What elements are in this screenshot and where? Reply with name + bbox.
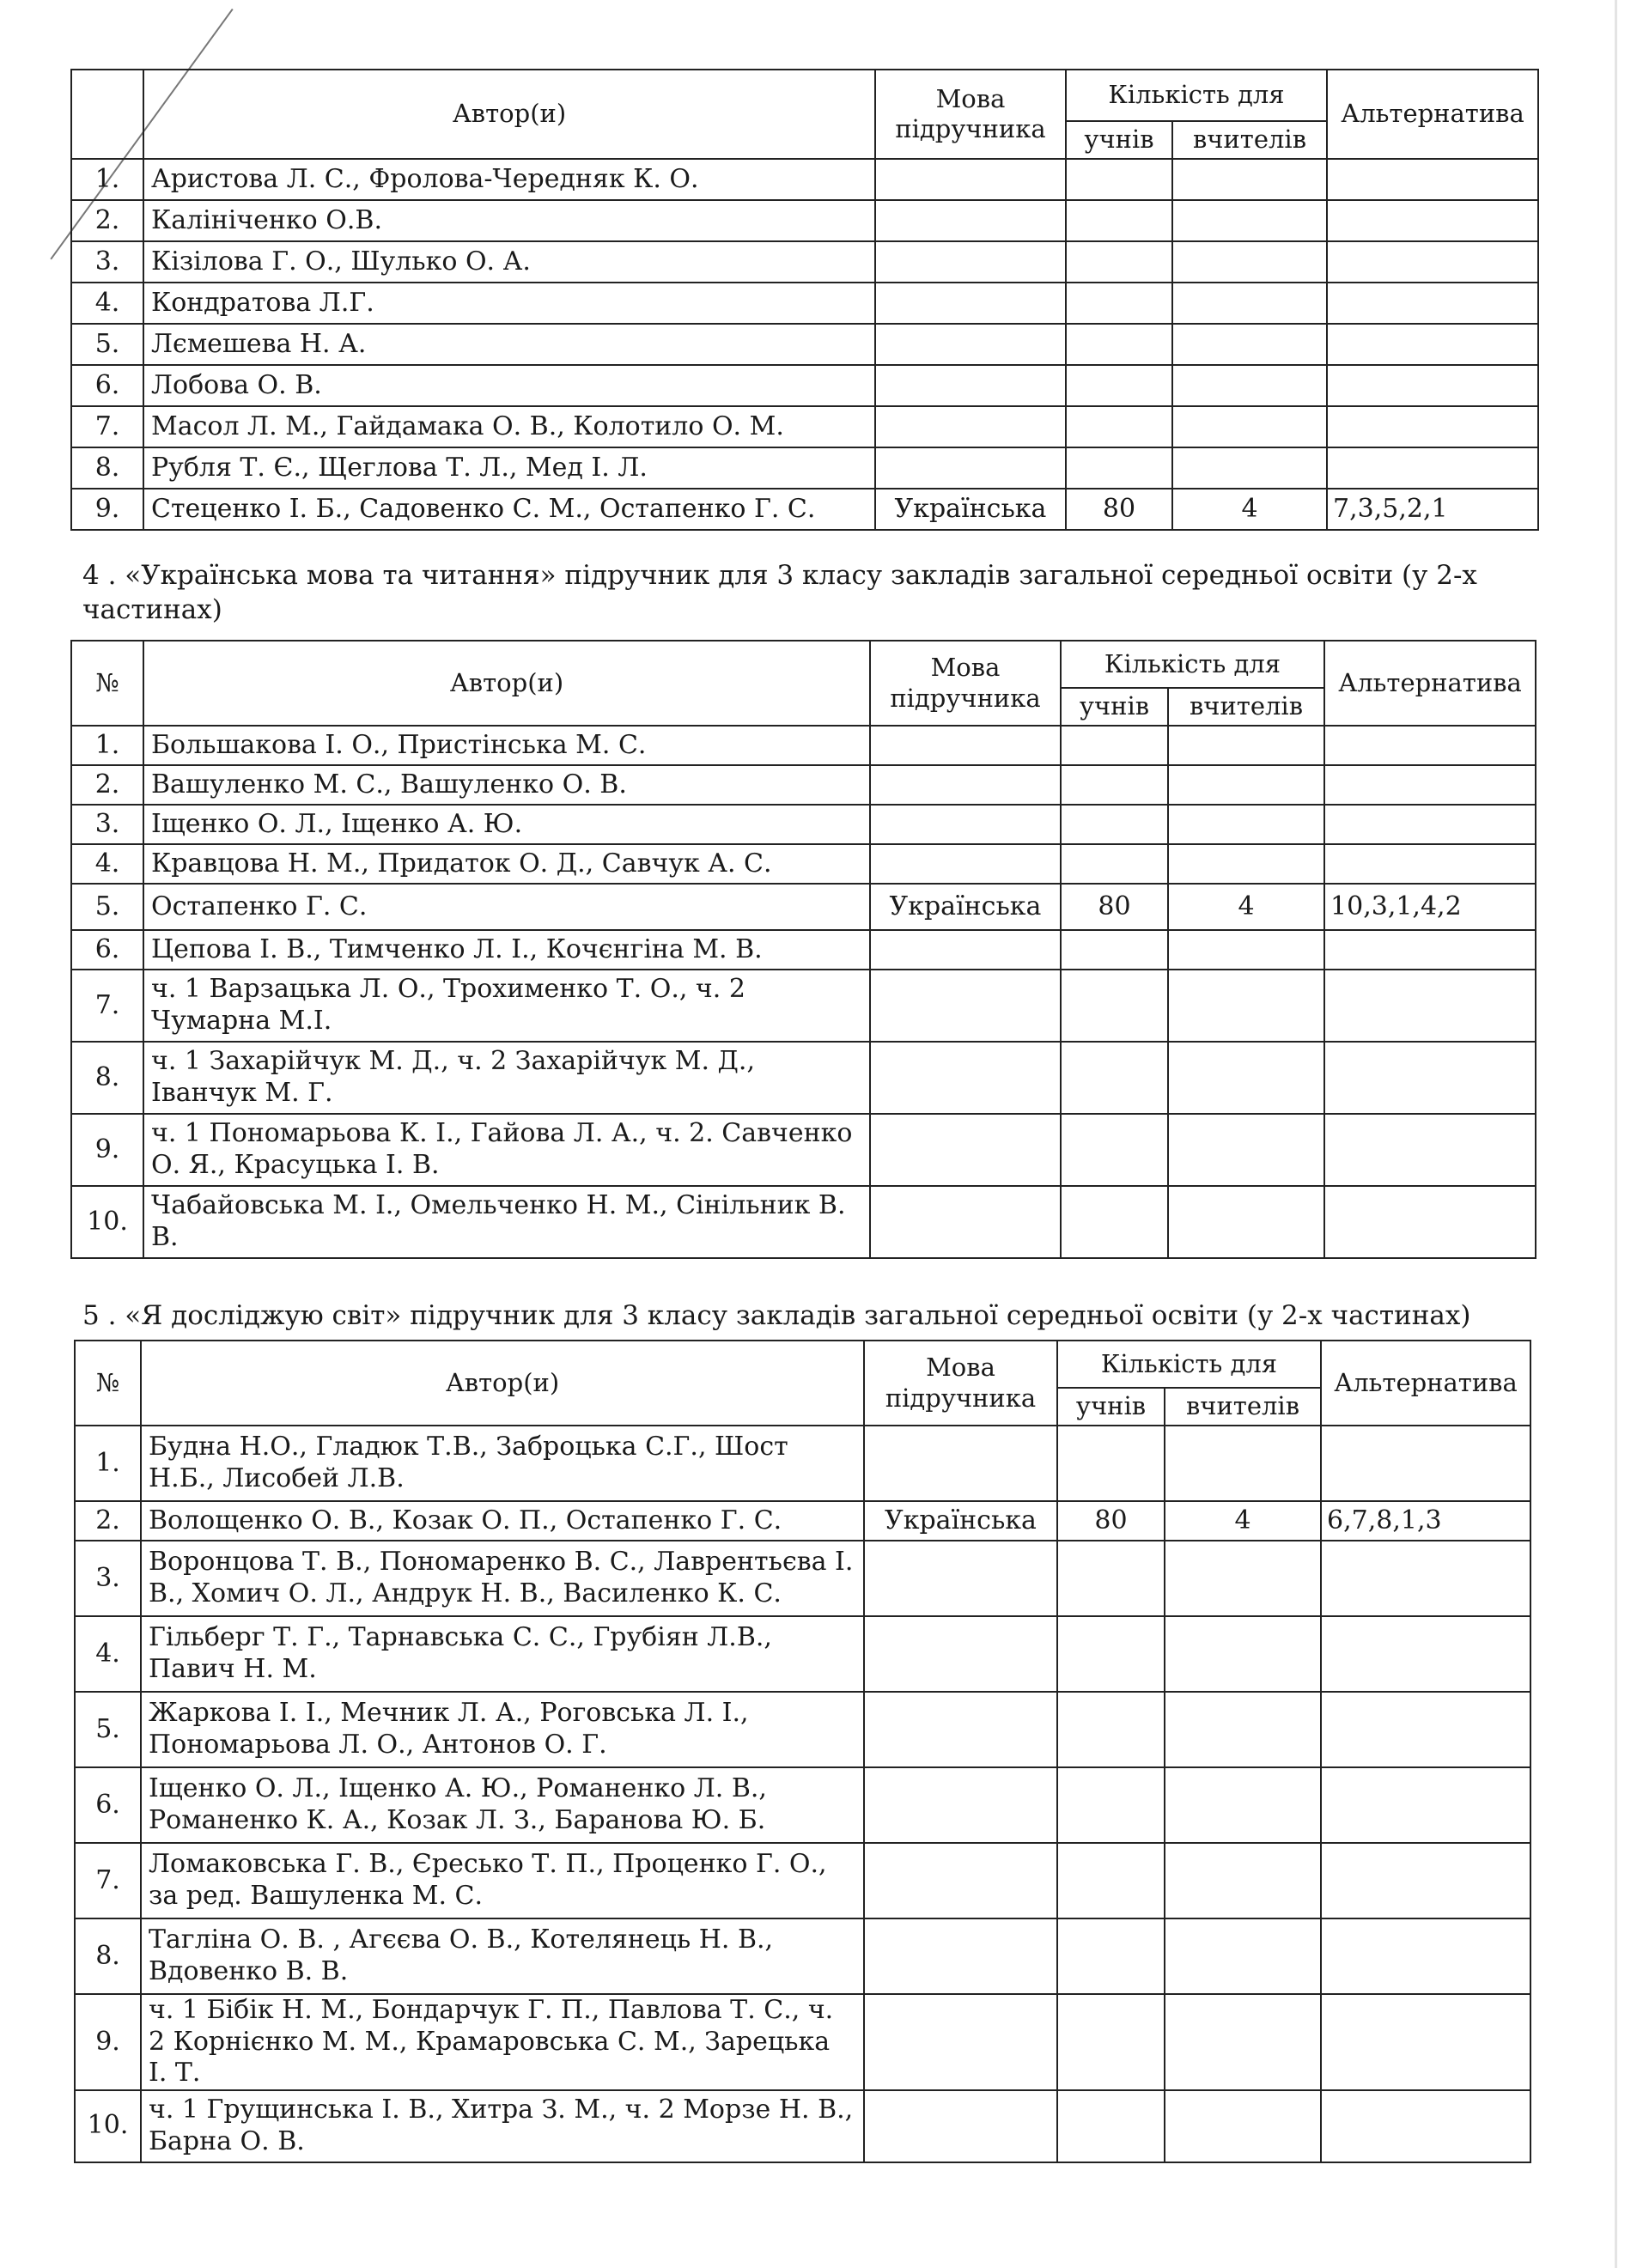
students-count-cell <box>1057 1918 1165 1994</box>
teachers-count-cell: 4 <box>1165 1501 1321 1541</box>
author-cell: ч. 1 Захарійчук М. Д., ч. 2 Захарійчук М. Д., Іванчук М. Г. <box>143 1042 870 1114</box>
language-cell <box>875 200 1066 241</box>
table-row <box>75 1918 1530 1994</box>
header-lang: Мова підручника <box>864 1341 1057 1426</box>
author-cell: Іщенко О. Л., Іщенко А. Ю., Романенко Л. В., Романенко К. А., Козак Л. З., Баранова Ю. Б. <box>141 1767 864 1843</box>
teachers-count-cell <box>1165 1692 1321 1767</box>
row-number: 6. <box>71 365 143 406</box>
language-cell <box>875 159 1066 200</box>
students-count-cell <box>1061 805 1168 844</box>
row-number: 9. <box>71 1114 143 1186</box>
teachers-count-cell <box>1165 1994 1321 2090</box>
students-count-cell <box>1066 447 1172 489</box>
author-cell: Кондратова Л.Г. <box>143 283 875 324</box>
language-cell <box>875 365 1066 406</box>
author-cell: Кравцова Н. М., Придаток О. Д., Савчук А. С. <box>143 844 870 884</box>
language-cell <box>875 241 1066 283</box>
author-cell: ч. 1 Бібік Н. М., Бондарчук Г. П., Павлова Т. С., ч. 2 Корнієнко М. М., Крамаровська С. М., Зарецька І. Т. <box>141 1994 864 2090</box>
teachers-count-cell <box>1168 1186 1324 1258</box>
header-alt: Альтернатива <box>1321 1341 1530 1426</box>
students-count-cell <box>1061 1186 1168 1258</box>
row-number: 10. <box>75 2090 141 2162</box>
teachers-count-cell <box>1165 1426 1321 1501</box>
row-number: 4. <box>71 844 143 884</box>
table-row <box>71 884 1536 930</box>
header-teachers: вчителів <box>1165 1388 1321 1426</box>
students-count-cell <box>1066 365 1172 406</box>
teachers-count-cell <box>1165 1541 1321 1616</box>
teachers-count-cell <box>1172 200 1327 241</box>
author-cell: Таглiна О. В. , Агєєва О. В., Котелянець Н. В., Вдовенко В. В. <box>141 1918 864 1994</box>
table-row <box>75 1692 1530 1767</box>
table-row <box>75 1994 1530 2090</box>
table-row <box>71 283 1538 324</box>
alternative-cell <box>1324 970 1536 1042</box>
author-cell: ч. 1 Пономарьова К. І., Гайова Л. А., ч. 2. Савченко О. Я., Красуцька І. В. <box>143 1114 870 1186</box>
students-count-cell <box>1066 283 1172 324</box>
language-cell <box>870 1042 1061 1114</box>
teachers-count-cell: 4 <box>1168 884 1324 930</box>
row-number: 10. <box>71 1186 143 1258</box>
author-cell: Лємешева Н. А. <box>143 324 875 365</box>
textbook-table-continued <box>70 69 1539 531</box>
teachers-count-cell <box>1168 726 1324 765</box>
alternative-cell <box>1321 1918 1530 1994</box>
teachers-count-cell <box>1172 283 1327 324</box>
language-cell <box>870 726 1061 765</box>
author-cell: ч. 1 Грущинська І. В., Хитра З. М., ч. 2 Морзе Н. В., Барна О. В. <box>141 2090 864 2162</box>
alternative-cell <box>1321 1843 1530 1918</box>
teachers-count-cell <box>1168 930 1324 970</box>
table-row <box>71 447 1538 489</box>
language-cell <box>870 970 1061 1042</box>
author-cell: Вашуленко М. С., Вашуленко О. В. <box>143 765 870 805</box>
row-number: 8. <box>71 1042 143 1114</box>
language-cell <box>864 1767 1057 1843</box>
language-cell: Українська <box>875 489 1066 530</box>
language-cell <box>870 930 1061 970</box>
table-row <box>71 765 1536 805</box>
author-cell: Стеценко І. Б., Садовенко С. М., Остапенко Г. С. <box>143 489 875 530</box>
language-cell <box>875 406 1066 447</box>
alternative-cell <box>1327 241 1538 283</box>
language-cell: Українська <box>864 1501 1057 1541</box>
row-number: 3. <box>75 1541 141 1616</box>
row-number: 1. <box>71 726 143 765</box>
author-cell: Ломаковська Г. В., Єресько Т. П., Проценко Г. О., за ред. Вашуленка М. С. <box>141 1843 864 1918</box>
header-author: Автор(и) <box>143 70 875 159</box>
table-row <box>71 970 1536 1042</box>
row-number: 3. <box>71 805 143 844</box>
table-row <box>71 844 1536 884</box>
alternative-cell <box>1321 2090 1530 2162</box>
students-count-cell <box>1066 324 1172 365</box>
teachers-count-cell <box>1165 1767 1321 1843</box>
students-count-cell <box>1057 1767 1165 1843</box>
students-count-cell <box>1066 406 1172 447</box>
row-number: 9. <box>75 1994 141 2090</box>
students-count-cell <box>1061 1042 1168 1114</box>
author-cell: ч. 1 Варзацька Л. О., Трохименко Т. О., ч. 2 Чумарна М.І. <box>143 970 870 1042</box>
author-cell: Волощенко О. В., Козак О. П., Остапенко Г. С. <box>141 1501 864 1541</box>
section-4-title: 4 . «Українська мова та читання» підручник для 3 класу закладів загальної середньої освіти (у 2-х частинах) <box>82 560 1477 626</box>
author-cell: Лобова О. В. <box>143 365 875 406</box>
students-count-cell <box>1057 1692 1165 1767</box>
alternative-cell <box>1327 365 1538 406</box>
teachers-count-cell: 4 <box>1172 489 1327 530</box>
row-number: 2. <box>71 765 143 805</box>
language-cell <box>864 1918 1057 1994</box>
students-count-cell <box>1061 726 1168 765</box>
table-row <box>71 726 1536 765</box>
language-cell <box>870 1114 1061 1186</box>
language-cell <box>864 1692 1057 1767</box>
author-cell: Іщенко О. Л., Іщенко А. Ю. <box>143 805 870 844</box>
teachers-count-cell <box>1168 805 1324 844</box>
author-cell: Калініченко О.В. <box>143 200 875 241</box>
section-5-title: 5 . «Я досліджую світ» підручник для 3 класу закладів загальної середньої освіти (у 2-х частинах) <box>82 1300 1471 1331</box>
table-row <box>75 1541 1530 1616</box>
alternative-cell: 10,3,1,4,2 <box>1324 884 1536 930</box>
header-qty: Кількість для <box>1057 1341 1321 1388</box>
header-alt: Альтернатива <box>1327 70 1538 159</box>
alternative-cell <box>1324 1114 1536 1186</box>
students-count-cell <box>1057 1541 1165 1616</box>
language-cell: Українська <box>870 884 1061 930</box>
author-cell: Остапенко Г. С. <box>143 884 870 930</box>
header-teachers: вчителів <box>1172 121 1327 159</box>
students-count-cell: 80 <box>1061 884 1168 930</box>
alternative-cell <box>1327 406 1538 447</box>
language-cell <box>870 1186 1061 1258</box>
author-cell: Масол Л. М., Гайдамака О. В., Колотило О. М. <box>143 406 875 447</box>
row-number: 7. <box>75 1843 141 1918</box>
table-row <box>71 324 1538 365</box>
language-cell <box>864 2090 1057 2162</box>
language-cell <box>864 1994 1057 2090</box>
students-count-cell: 80 <box>1057 1501 1165 1541</box>
alternative-cell <box>1324 1186 1536 1258</box>
table-row <box>75 2090 1530 2162</box>
author-cell: Гільберг Т. Г., Тарнавська С. С., Грубіян Л.В., Павич Н. М. <box>141 1616 864 1692</box>
author-cell: Жаркова І. І., Мечник Л. А., Роговська Л. І., Пономарьова Л. О., Антонов О. Г. <box>141 1692 864 1767</box>
language-cell <box>870 765 1061 805</box>
header-author: Автор(и) <box>143 641 870 726</box>
alternative-cell: 6,7,8,1,3 <box>1321 1501 1530 1541</box>
table-row <box>71 200 1538 241</box>
teachers-count-cell <box>1172 406 1327 447</box>
row-number: 1. <box>75 1426 141 1501</box>
table-row <box>75 1616 1530 1692</box>
students-count-cell: 80 <box>1066 489 1172 530</box>
row-number: 2. <box>75 1501 141 1541</box>
teachers-count-cell <box>1172 241 1327 283</box>
alternative-cell <box>1327 200 1538 241</box>
row-number: 5. <box>71 324 143 365</box>
language-cell <box>875 447 1066 489</box>
alternative-cell <box>1321 1426 1530 1501</box>
header-num <box>71 70 143 159</box>
alternative-cell <box>1321 1616 1530 1692</box>
table-row <box>71 241 1538 283</box>
teachers-count-cell <box>1172 365 1327 406</box>
teachers-count-cell <box>1172 159 1327 200</box>
table-row <box>71 1042 1536 1114</box>
row-number: 6. <box>71 930 143 970</box>
students-count-cell <box>1061 765 1168 805</box>
students-count-cell <box>1066 200 1172 241</box>
header-teachers: вчителів <box>1168 688 1324 726</box>
students-count-cell <box>1061 930 1168 970</box>
row-number: 6. <box>75 1767 141 1843</box>
teachers-count-cell <box>1168 1042 1324 1114</box>
header-students: учнів <box>1066 121 1172 159</box>
scan-edge-line <box>1615 0 1617 2268</box>
table-row <box>71 930 1536 970</box>
teachers-count-cell <box>1172 447 1327 489</box>
header-qty: Кількість для <box>1066 70 1327 121</box>
alternative-cell <box>1324 930 1536 970</box>
author-cell: Цепова І. В., Тимченко Л. І., Кочєнгіна М. В. <box>143 930 870 970</box>
teachers-count-cell <box>1168 1114 1324 1186</box>
author-cell: Кізілова Г. О., Шулько О. А. <box>143 241 875 283</box>
alternative-cell <box>1324 1042 1536 1114</box>
students-count-cell <box>1057 1426 1165 1501</box>
table-row <box>75 1426 1530 1501</box>
teachers-count-cell <box>1168 765 1324 805</box>
teachers-count-cell <box>1168 970 1324 1042</box>
row-number: 1. <box>71 159 143 200</box>
author-cell: Будна Н.О., Гладюк Т.В., Заброцька С.Г., Шост Н.Б., Лисобей Л.В. <box>141 1426 864 1501</box>
alternative-cell <box>1324 805 1536 844</box>
header-students: учнів <box>1061 688 1168 726</box>
alternative-cell <box>1321 1994 1530 2090</box>
language-cell <box>864 1616 1057 1692</box>
alternative-cell: 7,3,5,2,1 <box>1327 489 1538 530</box>
row-number: 8. <box>75 1918 141 1994</box>
table-row <box>75 1501 1530 1541</box>
table-row <box>71 406 1538 447</box>
row-number: 8. <box>71 447 143 489</box>
teachers-count-cell <box>1165 1918 1321 1994</box>
teachers-count-cell <box>1172 324 1327 365</box>
author-cell: Рубля Т. Є., Щеглова Т. Л., Мед І. Л. <box>143 447 875 489</box>
author-cell: Аристова Л. С., Фролова-Чередняк К. О. <box>143 159 875 200</box>
row-number: 4. <box>75 1616 141 1692</box>
students-count-cell <box>1057 1843 1165 1918</box>
row-number: 9. <box>71 489 143 530</box>
table-row <box>75 1843 1530 1918</box>
table-row <box>71 1114 1536 1186</box>
header-lang: Мова підручника <box>870 641 1061 726</box>
language-cell <box>864 1843 1057 1918</box>
row-number: 7. <box>71 406 143 447</box>
students-count-cell <box>1066 159 1172 200</box>
alternative-cell <box>1327 283 1538 324</box>
textbook-table-section-4 <box>70 640 1536 1259</box>
students-count-cell <box>1057 2090 1165 2162</box>
author-cell: Большакова І. О., Пристінська М. С. <box>143 726 870 765</box>
header-author: Автор(и) <box>141 1341 864 1426</box>
alternative-cell <box>1324 844 1536 884</box>
row-number: 7. <box>71 970 143 1042</box>
header-students: учнів <box>1057 1388 1165 1426</box>
teachers-count-cell <box>1165 2090 1321 2162</box>
language-cell <box>864 1541 1057 1616</box>
header-num: № <box>71 641 143 726</box>
header-alt: Альтернатива <box>1324 641 1536 726</box>
author-cell: Чабайовська М. І., Омельченко Н. М., Сінільник В. В. <box>143 1186 870 1258</box>
language-cell <box>870 805 1061 844</box>
table-row <box>71 365 1538 406</box>
row-number: 5. <box>75 1692 141 1767</box>
language-cell <box>864 1426 1057 1501</box>
alternative-cell <box>1324 765 1536 805</box>
row-number: 4. <box>71 283 143 324</box>
students-count-cell <box>1066 241 1172 283</box>
table-row <box>71 805 1536 844</box>
header-qty: Кількість для <box>1061 641 1324 688</box>
row-number: 3. <box>71 241 143 283</box>
students-count-cell <box>1061 844 1168 884</box>
alternative-cell <box>1321 1767 1530 1843</box>
table-row <box>71 489 1538 530</box>
students-count-cell <box>1057 1616 1165 1692</box>
row-number: 5. <box>71 884 143 930</box>
author-cell: Воронцова Т. В., Пономаренко В. С., Лаврентьєва І. В., Хомич О. Л., Андрук Н. В., Василенко К. С. <box>141 1541 864 1616</box>
language-cell <box>870 844 1061 884</box>
students-count-cell <box>1061 970 1168 1042</box>
header-lang: Мова підручника <box>875 70 1066 159</box>
alternative-cell <box>1327 324 1538 365</box>
table-row <box>75 1767 1530 1843</box>
header-num: № <box>75 1341 141 1426</box>
language-cell <box>875 324 1066 365</box>
table-row <box>71 159 1538 200</box>
teachers-count-cell <box>1165 1616 1321 1692</box>
teachers-count-cell <box>1165 1843 1321 1918</box>
alternative-cell <box>1327 447 1538 489</box>
textbook-table-section-5 <box>74 1340 1531 2163</box>
language-cell <box>875 283 1066 324</box>
table-row <box>71 1186 1536 1258</box>
alternative-cell <box>1321 1541 1530 1616</box>
alternative-cell <box>1327 159 1538 200</box>
row-number: 2. <box>71 200 143 241</box>
alternative-cell <box>1324 726 1536 765</box>
students-count-cell <box>1057 1994 1165 2090</box>
alternative-cell <box>1321 1692 1530 1767</box>
teachers-count-cell <box>1168 844 1324 884</box>
students-count-cell <box>1061 1114 1168 1186</box>
